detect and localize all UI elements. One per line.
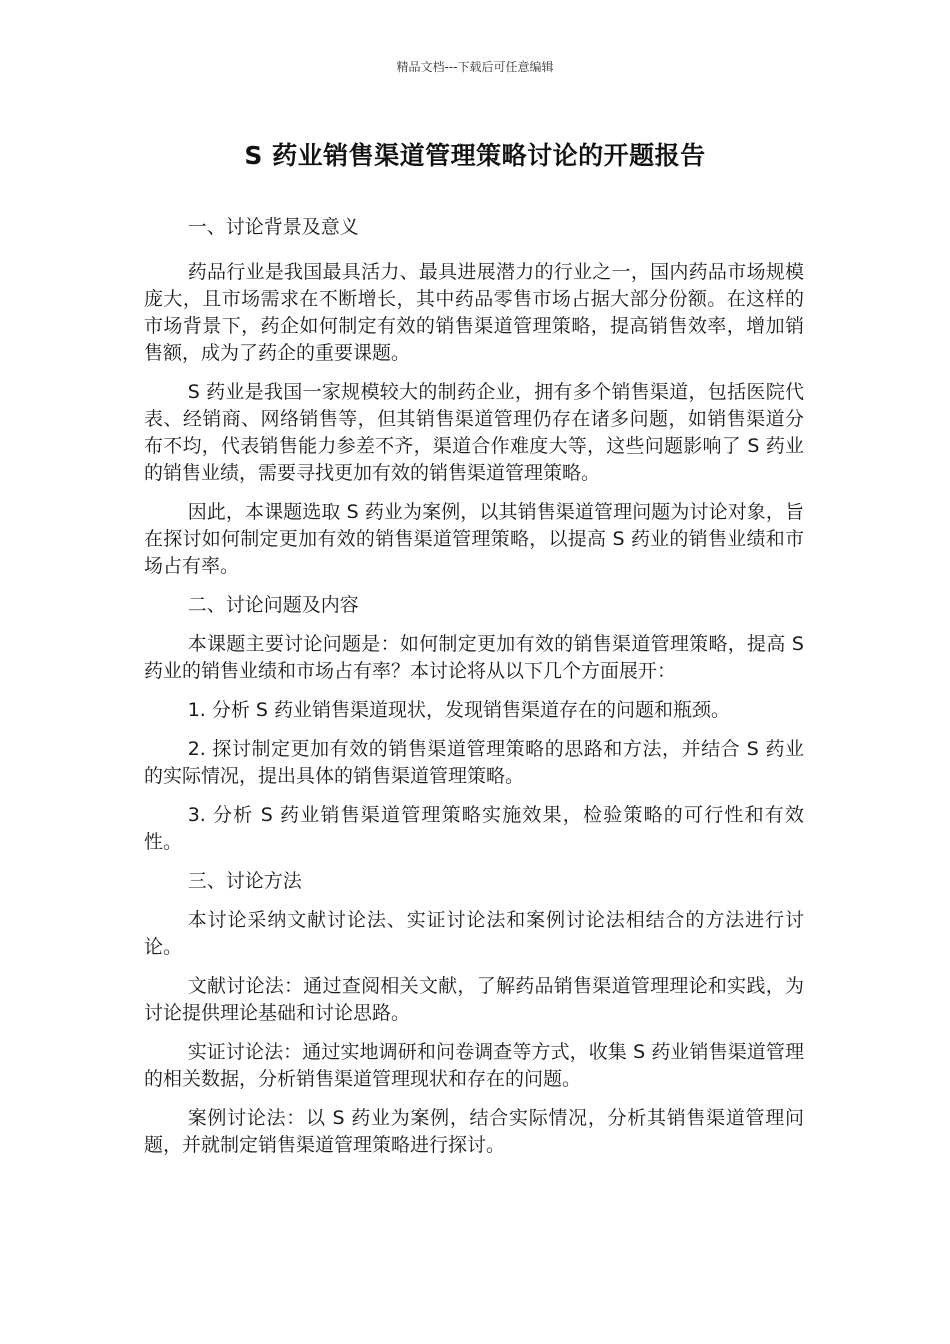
paragraph-case-method: 案例讨论法：以 S 药业为案例，结合实际情况，分析其销售渠道管理问题，并就制定销售渠道管理策略进行探讨。	[144, 1107, 804, 1156]
paragraph-company-problems: S 药业是我国一家规模较大的制药企业，拥有多个销售渠道，包括医院代表、经销商、网络销售等，但其销售渠道管理仍存在诸多问题，如销售渠道分布不均，代表销售能力参差不齐，渠道合作难度大等，这些问题影响了 S 药业的销售业绩，需要寻找更加有效的销售渠道管理策略。	[144, 381, 804, 484]
section-heading-background: 一、讨论背景及意义	[187, 216, 359, 238]
paragraph-empirical-method: 实证讨论法：通过实地调研和问卷调查等方式，收集 S 药业销售渠道管理的相关数据，分析销售渠道管理现状和存在的问题。	[144, 1041, 804, 1090]
list-item-evaluation: 3. 分析 S 药业销售渠道管理策略实施效果，检验策略的可行性和有效性。	[144, 804, 804, 853]
list-item-analysis: 1. 分析 S 药业销售渠道现状，发现销售渠道存在的问题和瓶颈。	[187, 699, 730, 721]
paragraph-methods-overview: 本讨论采纳文献讨论法、实证讨论法和案例讨论法相结合的方法进行讨论。	[144, 909, 804, 958]
section-heading-methods: 三、讨论方法	[187, 870, 302, 892]
list-item-strategy: 2. 探讨制定更加有效的销售渠道管理策略的思路和方法，并结合 S 药业的实际情况，提出具体的销售渠道管理策略。	[144, 738, 804, 787]
section-heading-questions: 二、讨论问题及内容	[187, 594, 359, 616]
paragraph-literature-method: 文献讨论法：通过查阅相关文献，了解药品销售渠道管理理论和实践，为讨论提供理论基础和讨论思路。	[144, 975, 804, 1024]
document-title: S 药业销售渠道管理策略讨论的开题报告	[244, 141, 706, 170]
document-body	[144, 214, 804, 1171]
paragraph-industry-context: 药品行业是我国最具活力、最具进展潜力的行业之一，国内药品市场规模庞大，且市场需求在不断增长，其中药品零售市场占据大部分份额。在这样的市场背景下，药企如何制定有效的销售渠道管理策略，提高销售效率，增加销售额，成为了药企的重要课题。	[144, 261, 804, 364]
paragraph-research-purpose: 因此，本课题选取 S 药业为案例，以其销售渠道管理问题为讨论对象，旨在探讨如何制定更加有效的销售渠道管理策略，以提高 S 药业的销售业绩和市场占有率。	[144, 501, 804, 577]
header-note: 精品文档---下载后可任意编辑	[396, 60, 554, 74]
paragraph-main-question: 本课题主要讨论问题是：如何制定更加有效的销售渠道管理策略，提高 S 药业的销售业绩和市场占有率？本讨论将从以下几个方面展开：	[144, 633, 804, 682]
